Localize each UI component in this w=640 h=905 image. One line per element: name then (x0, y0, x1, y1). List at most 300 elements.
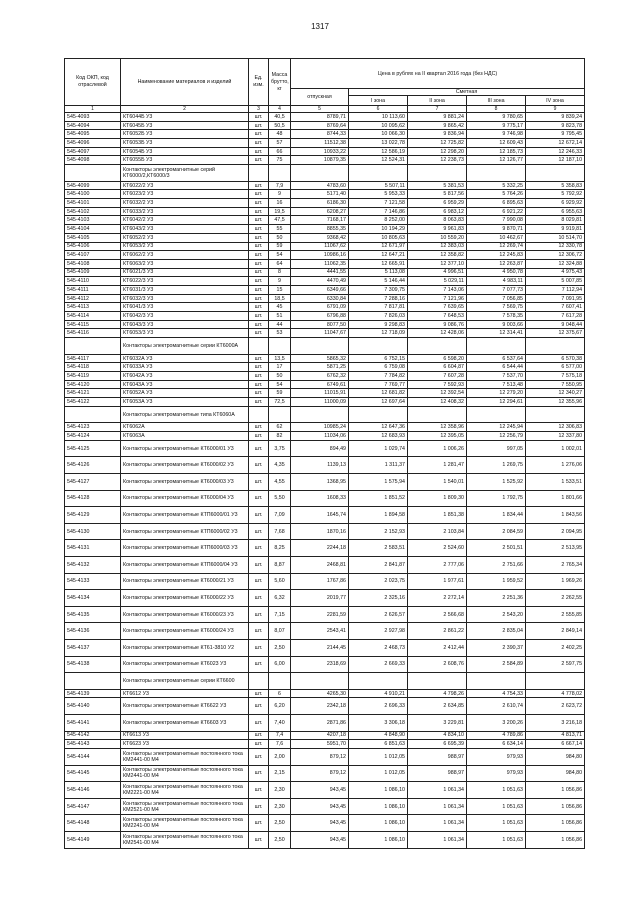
price-zone: 2 325,16 (349, 590, 408, 607)
table-row (65, 190, 585, 199)
price-zone: 7 617,28 (526, 312, 585, 321)
price-zone: 12 324,88 (526, 259, 585, 268)
price-otpusknaya: 1368,95 (291, 473, 349, 490)
price-zone: 1 977,61 (408, 573, 467, 590)
table-row (65, 216, 585, 225)
item-name: Контакторы электромагнитные КТ6000/21 У3 (121, 573, 249, 590)
unit-cell: шт. (249, 259, 269, 268)
mass-cell: 15 (269, 285, 291, 294)
code-cell: 545-4141 (65, 714, 121, 731)
mass-cell: 2,50 (269, 639, 291, 656)
price-zone: 9 865,42 (408, 121, 467, 130)
mass-cell: 9 (269, 277, 291, 286)
mass-cell: 64 (269, 259, 291, 268)
price-zone: 8 029,81 (526, 216, 585, 225)
price-zone: 1 056,86 (526, 798, 585, 815)
price-zone: 2 927,98 (349, 623, 408, 640)
item-name: КТ6063/2 У3 (121, 259, 249, 268)
price-zone: 4 983,11 (467, 277, 526, 286)
price-zone: 2 094,95 (526, 523, 585, 540)
price-zone: 4 798,26 (408, 689, 467, 698)
column-number: 6 (349, 106, 408, 113)
price-zone: 2 849,14 (526, 623, 585, 640)
unit-cell: шт. (249, 440, 269, 457)
price-zone: 7 143,06 (408, 285, 467, 294)
table-row (65, 147, 585, 156)
table-row (65, 242, 585, 251)
price-zone: 1 276,06 (526, 457, 585, 474)
unit-cell: шт. (249, 782, 269, 799)
unit-cell: шт. (249, 606, 269, 623)
item-name: КТ6044Б У3 (121, 113, 249, 122)
price-zone: 12 383,03 (408, 242, 467, 251)
mass-cell: 2,00 (269, 748, 291, 765)
price-zone: 6 959,29 (408, 199, 467, 208)
mass-cell: 8,25 (269, 540, 291, 557)
mass-cell: 75 (269, 156, 291, 165)
table-row (65, 540, 585, 557)
price-zone: 2 626,57 (349, 606, 408, 623)
price-zone: 2 861,22 (408, 623, 467, 640)
code-cell: 545-4103 (65, 216, 121, 225)
unit-cell: шт. (249, 147, 269, 156)
table-row (65, 233, 585, 242)
price-otpusknaya: 1139,13 (291, 457, 349, 474)
price-zone: 6 921,22 (467, 207, 526, 216)
price-zone: 2 555,85 (526, 606, 585, 623)
unit-cell: шт. (249, 656, 269, 673)
group-title: Контакторы электромагнитные серий КТ6000/2,КТ6000/3 (121, 165, 249, 182)
price-zone: 2 501,51 (467, 540, 526, 557)
price-otpusknaya: 11000,09 (291, 398, 349, 407)
empty-cell (291, 338, 349, 355)
mass-cell: 48 (269, 130, 291, 139)
price-zone: 1 843,56 (526, 507, 585, 524)
table-row (65, 303, 585, 312)
price-zone: 12 609,43 (467, 139, 526, 148)
mass-cell: 44 (269, 320, 291, 329)
table-row (65, 294, 585, 303)
price-zone: 1 894,58 (349, 507, 408, 524)
price-zone: 1 792,75 (467, 490, 526, 507)
price-zone: 12 392,54 (408, 389, 467, 398)
price-otpusknaya: 6208,27 (291, 207, 349, 216)
mass-cell: 7,9 (269, 181, 291, 190)
mass-cell: 18,5 (269, 294, 291, 303)
price-zone: 1 086,10 (349, 815, 408, 832)
table-row (65, 312, 585, 321)
code-cell: 545-4097 (65, 147, 121, 156)
code-cell: 545-4125 (65, 440, 121, 457)
price-zone: 5 953,33 (349, 190, 408, 199)
empty-cell (526, 673, 585, 690)
mass-cell: 72,5 (269, 398, 291, 407)
header-otpusknaya: отпускная (291, 89, 349, 106)
price-zone: 5 358,83 (526, 181, 585, 190)
code-cell: 545-4124 (65, 432, 121, 441)
table-row (65, 398, 585, 407)
price-otpusknaya: 11512,38 (291, 139, 349, 148)
code-cell: 545-4137 (65, 639, 121, 656)
price-zone: 6 955,63 (526, 207, 585, 216)
column-number: 3 (249, 106, 269, 113)
table-row (65, 782, 585, 799)
empty-cell (269, 406, 291, 423)
unit-cell: шт. (249, 363, 269, 372)
unit-cell: шт. (249, 473, 269, 490)
table-row (65, 329, 585, 338)
price-otpusknaya: 8855,35 (291, 225, 349, 234)
price-otpusknaya: 2468,81 (291, 556, 349, 573)
table-row (65, 251, 585, 260)
table-row (65, 259, 585, 268)
mass-cell: 50,5 (269, 121, 291, 130)
price-zone: 2 608,76 (408, 656, 467, 673)
price-otpusknaya: 11067,62 (291, 242, 349, 251)
code-cell: 545-4148 (65, 815, 121, 832)
price-otpusknaya: 11047,67 (291, 329, 349, 338)
code-cell: 545-4133 (65, 573, 121, 590)
code-cell: 545-4108 (65, 259, 121, 268)
price-zone: 1 969,26 (526, 573, 585, 590)
price-otpusknaya: 943,45 (291, 831, 349, 848)
unit-cell: шт. (249, 320, 269, 329)
price-zone: 7 569,75 (467, 303, 526, 312)
price-otpusknaya: 10879,35 (291, 156, 349, 165)
price-zone: 12 697,64 (349, 398, 408, 407)
item-name: Контакторы электромагнитные КТ61-3810 У2 (121, 639, 249, 656)
price-zone: 7 146,86 (349, 207, 408, 216)
price-zone: 10 805,63 (349, 233, 408, 242)
price-zone: 6 983,12 (408, 207, 467, 216)
price-zone: 12 408,32 (408, 398, 467, 407)
price-zone: 6 851,63 (349, 740, 408, 749)
price-zone: 7 575,18 (526, 372, 585, 381)
code-cell: 545-4111 (65, 285, 121, 294)
price-otpusknaya: 1608,33 (291, 490, 349, 507)
price-otpusknaya: 11062,35 (291, 259, 349, 268)
unit-cell: шт. (249, 251, 269, 260)
item-name: КТ6023/2 У3 (121, 190, 249, 199)
mass-cell: 2,30 (269, 798, 291, 815)
price-otpusknaya: 8789,71 (291, 113, 349, 122)
price-otpusknaya: 7168,17 (291, 216, 349, 225)
price-zone: 5 332,25 (467, 181, 526, 190)
price-zone: 7 607,28 (408, 372, 467, 381)
price-zone: 12 187,10 (526, 156, 585, 165)
column-number: 9 (526, 106, 585, 113)
code-cell: 545-4138 (65, 656, 121, 673)
code-cell: 545-4140 (65, 698, 121, 715)
unit-cell: шт. (249, 507, 269, 524)
table-row (65, 268, 585, 277)
table-row (65, 831, 585, 848)
price-zone: 979,93 (467, 748, 526, 765)
mass-cell: 4,35 (269, 457, 291, 474)
price-zone: 1 834,44 (467, 507, 526, 524)
code-cell: 545-4121 (65, 389, 121, 398)
column-number: 7 (408, 106, 467, 113)
unit-cell: шт. (249, 389, 269, 398)
price-zone: 7 537,70 (467, 372, 526, 381)
price-otpusknaya: 5171,40 (291, 190, 349, 199)
mass-cell: 7,4 (269, 731, 291, 740)
unit-cell: шт. (249, 740, 269, 749)
code-cell (65, 406, 121, 423)
code-cell: 545-4130 (65, 523, 121, 540)
group-header-row (65, 673, 585, 690)
unit-cell: шт. (249, 225, 269, 234)
code-cell: 545-4134 (65, 590, 121, 607)
item-name: Контакторы электромагнитные КТ6000/24 У3 (121, 623, 249, 640)
price-zone: 997,05 (467, 440, 526, 457)
price-otpusknaya: 8769,64 (291, 121, 349, 130)
price-zone: 12 269,74 (467, 242, 526, 251)
price-zone: 1 281,47 (408, 457, 467, 474)
price-zone: 12 718,09 (349, 329, 408, 338)
table-row (65, 490, 585, 507)
price-zone: 1 051,63 (467, 782, 526, 799)
price-zone: 9 870,71 (467, 225, 526, 234)
price-zone: 12 306,72 (526, 251, 585, 260)
price-zone: 12 330,78 (526, 242, 585, 251)
code-cell: 545-4127 (65, 473, 121, 490)
code-cell: 545-4104 (65, 225, 121, 234)
mass-cell: 8 (269, 268, 291, 277)
unit-cell: шт. (249, 233, 269, 242)
table-row (65, 639, 585, 656)
price-zone: 2 583,51 (349, 540, 408, 557)
price-otpusknaya: 11015,91 (291, 389, 349, 398)
price-otpusknaya: 2244,18 (291, 540, 349, 557)
table-row (65, 740, 585, 749)
price-zone: 12 306,83 (526, 423, 585, 432)
empty-cell (467, 406, 526, 423)
price-otpusknaya: 6330,84 (291, 294, 349, 303)
mass-cell: 7,09 (269, 507, 291, 524)
price-zone: 6 577,00 (526, 363, 585, 372)
price-zone: 12 314,41 (467, 329, 526, 338)
price-zone: 2 566,68 (408, 606, 467, 623)
item-name: КТ6052Б У3 (121, 130, 249, 139)
mass-cell: 53 (269, 329, 291, 338)
price-otpusknaya: 2281,59 (291, 606, 349, 623)
price-zone: 1 056,86 (526, 782, 585, 799)
price-zone: 10 113,60 (349, 113, 408, 122)
unit-cell: шт. (249, 113, 269, 122)
item-name: Контакторы электромагнитные КТП6000/04 У3 (121, 556, 249, 573)
mass-cell: 8,87 (269, 556, 291, 573)
price-zone: 9 298,83 (349, 320, 408, 329)
price-otpusknaya: 11034,06 (291, 432, 349, 441)
price-otpusknaya: 4783,60 (291, 181, 349, 190)
unit-cell: шт. (249, 190, 269, 199)
mass-cell: 9 (269, 190, 291, 199)
mass-cell: 6,00 (269, 656, 291, 673)
table-row (65, 573, 585, 590)
price-zone: 1 056,86 (526, 831, 585, 848)
empty-cell (349, 338, 408, 355)
item-name: КТ6033/2 У3 (121, 207, 249, 216)
code-cell: 545-4101 (65, 199, 121, 208)
empty-cell (249, 165, 269, 182)
price-otpusknaya: 2318,69 (291, 656, 349, 673)
unit-cell: шт. (249, 523, 269, 540)
price-zone: 5 764,26 (467, 190, 526, 199)
price-zone: 8 252,00 (349, 216, 408, 225)
price-zone: 12 377,10 (408, 259, 467, 268)
price-zone: 2 524,60 (408, 540, 467, 557)
empty-cell (408, 673, 467, 690)
price-zone: 9 775,17 (467, 121, 526, 130)
group-title: Контакторы электромагнитные серии КТ6000А (121, 338, 249, 355)
price-zone: 5 029,11 (408, 277, 467, 286)
price-zone: 2 777,06 (408, 556, 467, 573)
table-row (65, 320, 585, 329)
unit-cell: шт. (249, 380, 269, 389)
price-zone: 1 086,10 (349, 782, 408, 799)
price-zone: 6 929,92 (526, 199, 585, 208)
item-name: Контакторы электромагнитные постоянного тока КМ2541-00 М4 (121, 831, 249, 848)
price-otpusknaya: 879,12 (291, 765, 349, 782)
price-zone: 1 269,75 (467, 457, 526, 474)
mass-cell: 66 (269, 147, 291, 156)
item-name: Контакторы электромагнитные КТ6000/04 У3 (121, 490, 249, 507)
page-number: 1317 (311, 22, 329, 31)
price-zone: 2 634,85 (408, 698, 467, 715)
item-name: КТ6623 У3 (121, 740, 249, 749)
price-zone: 3 200,26 (467, 714, 526, 731)
price-otpusknaya: 5865,32 (291, 354, 349, 363)
price-zone: 7 817,81 (349, 303, 408, 312)
table-row (65, 121, 585, 130)
table-row (65, 765, 585, 782)
unit-cell: шт. (249, 294, 269, 303)
price-zone: 12 725,82 (408, 139, 467, 148)
unit-cell: шт. (249, 329, 269, 338)
price-zone: 1 051,63 (467, 815, 526, 832)
empty-cell (408, 338, 467, 355)
unit-cell: шт. (249, 831, 269, 848)
mass-cell: 50 (269, 372, 291, 381)
mass-cell: 82 (269, 432, 291, 441)
empty-cell (467, 673, 526, 690)
price-zone: 5 381,53 (408, 181, 467, 190)
price-zone: 4 975,43 (526, 268, 585, 277)
price-zone: 979,93 (467, 765, 526, 782)
price-zone: 2 152,93 (349, 523, 408, 540)
unit-cell: шт. (249, 590, 269, 607)
code-cell: 545-4100 (65, 190, 121, 199)
price-zone: 1 525,92 (467, 473, 526, 490)
price-zone: 4 789,86 (467, 731, 526, 740)
price-zone: 2 084,59 (467, 523, 526, 540)
item-name: КТ6052А У3 (121, 389, 249, 398)
table-row (65, 380, 585, 389)
unit-cell: шт. (249, 242, 269, 251)
mass-cell: 16 (269, 199, 291, 208)
price-otpusknaya: 2144,45 (291, 639, 349, 656)
price-otpusknaya: 6796,88 (291, 312, 349, 321)
mass-cell: 47,5 (269, 216, 291, 225)
code-cell: 545-4110 (65, 277, 121, 286)
mass-cell: 13,5 (269, 354, 291, 363)
item-name: Контакторы электромагнитные КТП6000/01 У3 (121, 507, 249, 524)
code-cell: 545-4135 (65, 606, 121, 623)
table-row (65, 714, 585, 731)
price-zone: 9 823,78 (526, 121, 585, 130)
code-cell: 545-4117 (65, 354, 121, 363)
unit-cell: шт. (249, 714, 269, 731)
price-zone: 1 012,05 (349, 748, 408, 765)
price-zone: 6 544,44 (467, 363, 526, 372)
price-zone: 9 048,44 (526, 320, 585, 329)
column-number: 1 (65, 106, 121, 113)
price-zone: 13 022,78 (349, 139, 408, 148)
price-otpusknaya: 943,45 (291, 782, 349, 799)
unit-cell: шт. (249, 423, 269, 432)
price-otpusknaya: 1767,86 (291, 573, 349, 590)
unit-cell: шт. (249, 698, 269, 715)
item-name: КТ6042А У3 (121, 372, 249, 381)
item-name: Контакторы электромагнитные КТП6000/03 У3 (121, 540, 249, 557)
empty-cell (249, 406, 269, 423)
item-name: КТ6043/3 У3 (121, 320, 249, 329)
mass-cell: 6,32 (269, 590, 291, 607)
group-header-row (65, 165, 585, 182)
price-zone: 4 813,71 (526, 731, 585, 740)
price-zone: 7 639,65 (408, 303, 467, 312)
mass-cell: 50 (269, 233, 291, 242)
price-zone: 9 795,45 (526, 130, 585, 139)
price-zone: 7 077,73 (467, 285, 526, 294)
item-name: КТ6613 У3 (121, 731, 249, 740)
unit-cell: шт. (249, 277, 269, 286)
code-cell: 545-4142 (65, 731, 121, 740)
empty-cell (526, 165, 585, 182)
table-row (65, 225, 585, 234)
price-zone: 1 809,30 (408, 490, 467, 507)
table-row (65, 113, 585, 122)
price-zone: 12 126,77 (467, 156, 526, 165)
price-otpusknaya: 10986,16 (291, 251, 349, 260)
table-row (65, 623, 585, 640)
price-zone: 1 086,10 (349, 798, 408, 815)
mass-cell: 4,55 (269, 473, 291, 490)
item-name: Контакторы электромагнитные КТ6000/03 У3 (121, 473, 249, 490)
mass-cell: 7,6 (269, 740, 291, 749)
mass-cell: 19,5 (269, 207, 291, 216)
code-cell: 545-4115 (65, 320, 121, 329)
price-zone: 7 121,96 (408, 294, 467, 303)
price-otpusknaya: 8744,33 (291, 130, 349, 139)
price-zone: 2 023,75 (349, 573, 408, 590)
table-row (65, 139, 585, 148)
column-number: 4 (269, 106, 291, 113)
item-name: КТ6054Б У3 (121, 147, 249, 156)
price-zone: 3 306,18 (349, 714, 408, 731)
mass-cell: 2,30 (269, 782, 291, 799)
price-zone: 2 584,89 (467, 656, 526, 673)
price-otpusknaya: 10933,22 (291, 147, 349, 156)
price-zone: 12 238,73 (408, 156, 467, 165)
price-zone: 12 245,83 (467, 251, 526, 260)
mass-cell: 45 (269, 303, 291, 312)
price-otpusknaya: 943,45 (291, 798, 349, 815)
price-zone: 7 056,85 (467, 294, 526, 303)
price-zone: 10 095,62 (349, 121, 408, 130)
empty-cell (349, 165, 408, 182)
